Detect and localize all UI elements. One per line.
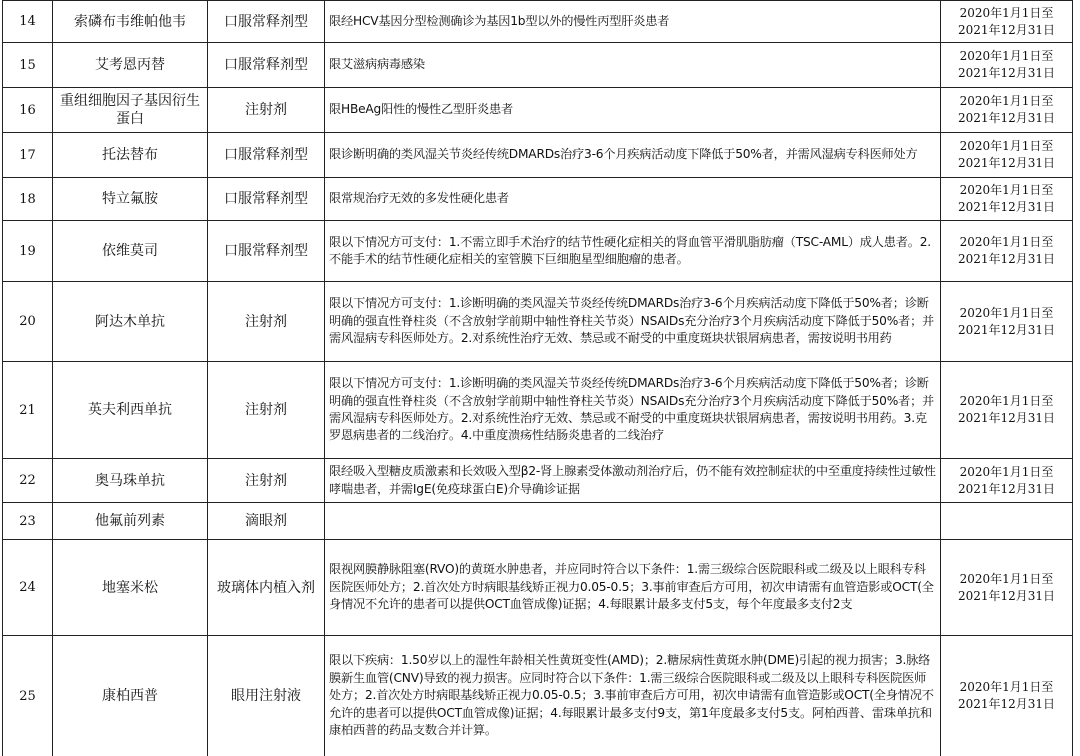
row-number: 14 <box>3 1 53 43</box>
row-number: 19 <box>3 221 53 282</box>
agreement-period <box>941 133 1073 178</box>
dosage-form: 眼用注射液 <box>208 636 325 756</box>
drug-name: 阿达木单抗 <box>53 282 208 362</box>
dosage-form: 口服常释剂型 <box>208 221 325 282</box>
payment-limit <box>325 503 941 540</box>
table-row <box>3 362 1073 459</box>
agreement-period <box>941 43 1073 88</box>
row-number: 15 <box>3 43 53 88</box>
row-number: 20 <box>3 282 53 362</box>
period-end: 2021年12月31日 <box>957 322 1056 337</box>
period-start: 2020年1月1日至 <box>959 680 1054 694</box>
row-number: 25 <box>3 636 53 756</box>
drug-name: 索磷布韦维帕他韦 <box>53 1 208 43</box>
period-start: 2020年1月1日至 <box>959 94 1054 108</box>
payment-limit: 限HBeAg阳性的慢性乙型肝炎患者 <box>325 88 941 133</box>
agreement-period <box>941 282 1073 362</box>
row-number: 18 <box>3 178 53 221</box>
drug-name: 英夫利西单抗 <box>53 362 208 459</box>
drug-name: 艾考恩丙替 <box>53 43 208 88</box>
drug-name: 特立氟胺 <box>53 178 208 221</box>
period-end: 2021年12月31日 <box>957 481 1056 496</box>
period-start: 2020年1月1日至 <box>959 571 1054 586</box>
drug-list-body <box>3 1 1073 756</box>
period-start: 2020年1月1日至 <box>959 394 1054 408</box>
dosage-form: 注射剂 <box>208 459 325 503</box>
agreement-period <box>941 459 1073 503</box>
row-number: 21 <box>3 362 53 459</box>
payment-limit: 限经吸入型糖皮质激素和长效吸入型β2-肾上腺素受体激动剂治疗后，仍不能有效控制症状的中至重度持续性过敏性哮喘患者，并需IgE(免疫球蛋白E)介导确诊证据 <box>325 459 941 503</box>
dosage-form: 滴眼剂 <box>208 503 325 540</box>
payment-limit: 限以下情况方可支付：1.诊断明确的类风湿关节炎经传统DMARDs治疗3-6个月疾病活动度下降低于50%者；诊断明确的强直性脊柱炎（不含放射学前期中轴性脊柱关节炎）NSAIDs充分治疗3个月疾病活动度下降低于50%者；并需风湿病专科医师处方。2.对系统性治疗无效、禁忌或不耐受的中重度斑块状银屑病患者，需按说明书用药。3.克罗恩病患者的二线治疗。4.中重度溃疡性结肠炎患者的二线治疗 <box>325 362 941 459</box>
dosage-form: 注射剂 <box>208 282 325 362</box>
agreement-period <box>941 1 1073 43</box>
drug-name: 依维莫司 <box>53 221 208 282</box>
table-row <box>3 88 1073 133</box>
dosage-form: 口服常释剂型 <box>208 43 325 88</box>
agreement-period <box>941 362 1073 459</box>
row-number: 17 <box>3 133 53 178</box>
agreement-period <box>941 221 1073 282</box>
agreement-period <box>941 503 1073 540</box>
table-row <box>3 221 1073 282</box>
row-number: 23 <box>3 503 53 540</box>
row-number: 24 <box>3 540 53 636</box>
table-row <box>3 43 1073 88</box>
drug-name: 康柏西普 <box>53 636 208 756</box>
agreement-period <box>941 88 1073 133</box>
period-end: 2021年12月31日 <box>957 252 1056 266</box>
period-end: 2021年12月31日 <box>957 111 1056 125</box>
table-row <box>3 503 1073 540</box>
period-end: 2021年12月31日 <box>957 22 1056 37</box>
dosage-form: 口服常释剂型 <box>208 133 325 178</box>
drug-name: 重组细胞因子基因衍生蛋白 <box>53 88 208 133</box>
period-start: 2020年1月1日至 <box>959 183 1054 197</box>
period-start: 2020年1月1日至 <box>959 49 1054 63</box>
dosage-form: 玻璃体内植入剂 <box>208 540 325 636</box>
table-row <box>3 178 1073 221</box>
period-end: 2021年12月31日 <box>957 66 1056 80</box>
payment-limit: 限艾滋病病毒感染 <box>325 43 941 88</box>
drug-name: 奥马珠单抗 <box>53 459 208 503</box>
period-end: 2021年12月31日 <box>957 588 1056 603</box>
payment-limit: 限以下情况方可支付：1.诊断明确的类风湿关节炎经传统DMARDs治疗3-6个月疾病活动度下降低于50%者；诊断明确的强直性脊柱炎（不含放射学前期中轴性脊柱关节炎）NSAIDs充分治疗3个月疾病活动度下降低于50%者；并需风湿病专科医师处方。2.对系统性治疗无效、禁忌或不耐受的中重度斑块状银屑病患者，需按说明书用药 <box>325 282 941 362</box>
agreement-period <box>941 178 1073 221</box>
period-end: 2021年12月31日 <box>957 156 1056 170</box>
row-number: 16 <box>3 88 53 133</box>
payment-limit: 限以下情况方可支付：1.不需立即手术治疗的结节性硬化症相关的肾血管平滑肌脂肪瘤（TSC-AML）成人患者。2.不能手术的结节性硬化症相关的室管膜下巨细胞星型细胞瘤的患者。 <box>325 221 941 282</box>
table-row <box>3 1 1073 43</box>
dosage-form: 口服常释剂型 <box>208 178 325 221</box>
agreement-period <box>941 540 1073 636</box>
period-start: 2020年1月1日至 <box>959 235 1054 249</box>
payment-limit: 限常规治疗无效的多发性硬化患者 <box>325 178 941 221</box>
dosage-form: 注射剂 <box>208 88 325 133</box>
drug-list-table <box>2 0 1073 756</box>
table-row <box>3 636 1073 756</box>
period-start: 2020年1月1日至 <box>959 5 1054 20</box>
period-end: 2021年12月31日 <box>957 411 1056 425</box>
drug-name: 托法替布 <box>53 133 208 178</box>
period-start: 2020年1月1日至 <box>959 139 1054 153</box>
agreement-period <box>941 636 1073 756</box>
drug-name: 他氟前列素 <box>53 503 208 540</box>
table-row <box>3 133 1073 178</box>
period-start: 2020年1月1日至 <box>959 464 1054 479</box>
drug-name: 地塞米松 <box>53 540 208 636</box>
period-end: 2021年12月31日 <box>957 200 1056 214</box>
period-start: 2020年1月1日至 <box>959 305 1054 320</box>
payment-limit: 限诊断明确的类风湿关节炎经传统DMARDs治疗3-6个月疾病活动度下降低于50%者，并需风湿病专科医师处方 <box>325 133 941 178</box>
payment-limit: 限视网膜静脉阻塞(RVO)的黄斑水肿患者，并应同时符合以下条件：1.需三级综合医院眼科或二级及以上眼科专科医院医师处方；2.首次处方时病眼基线矫正视力0.05-0.5；3.事前审查后方可用，初次申请需有血管造影或OCT(全身情况不允许的患者可以提供OCT血管成像)证据；4.每眼累计最多支付5支，每个年度最多支付2支 <box>325 540 941 636</box>
row-number: 22 <box>3 459 53 503</box>
dosage-form: 口服常释剂型 <box>208 1 325 43</box>
payment-limit: 限以下疾病：1.50岁以上的湿性年龄相关性黄斑变性(AMD)；2.糖尿病性黄斑水肿(DME)引起的视力损害；3.脉络膜新生血管(CNV)导致的视力损害。应同时符合以下条件：1.需三级综合医院眼科或二级及以上眼科专科医院医师处方；2.首次处方时病眼基线矫正视力0.05-0.5；3.事前审查后方可用，初次申请需有血管造影或OCT(全身情况不允许的患者可以提供OCT血管成像)证据；4.每眼累计最多支付9支，第1年度最多支付5支。阿柏西普、雷珠单抗和康柏西普的药品支数合并计算。 <box>325 636 941 756</box>
table-row <box>3 282 1073 362</box>
period-end: 2021年12月31日 <box>957 697 1056 711</box>
dosage-form: 注射剂 <box>208 362 325 459</box>
payment-limit: 限经HCV基因分型检测确诊为基因1b型以外的慢性丙型肝炎患者 <box>325 1 941 43</box>
table-row <box>3 459 1073 503</box>
table-row <box>3 540 1073 636</box>
